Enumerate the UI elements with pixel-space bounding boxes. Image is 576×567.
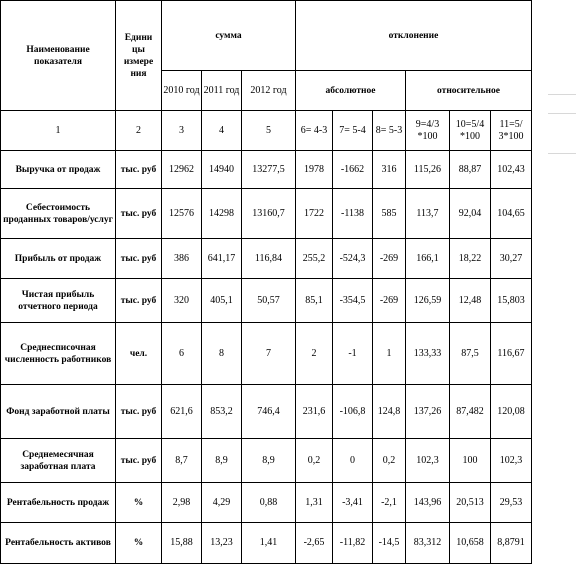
cell-value: 83,312: [406, 523, 450, 564]
cell-value: 124,8: [373, 385, 406, 439]
sheet-gridline: [548, 153, 576, 154]
row-unit: %: [116, 483, 162, 523]
cell-value: 92,04: [450, 189, 491, 239]
cell-value: 386: [162, 239, 202, 279]
header-unit-line: измере: [123, 56, 154, 67]
cell-value: 15,88: [162, 523, 202, 564]
cell-value: 8,9: [202, 439, 242, 483]
row-name: Рентабельность активов: [1, 523, 116, 564]
cell-value: 87,5: [450, 323, 491, 385]
cell-value: 746,4: [242, 385, 296, 439]
cell-value: 0: [333, 439, 373, 483]
cell-value: 853,2: [202, 385, 242, 439]
cell-value: 255,2: [296, 239, 333, 279]
index-cell: 2: [116, 111, 162, 151]
cell-value: 8,8791: [491, 523, 532, 564]
cell-value: 0,2: [296, 439, 333, 483]
index-cell: 5: [242, 111, 296, 151]
table-row: [1, 323, 532, 385]
row-name: Рентабельность продаж: [1, 483, 116, 523]
cell-value: 143,96: [406, 483, 450, 523]
cell-value: 1: [373, 323, 406, 385]
cell-value: 12,48: [450, 279, 491, 323]
row-name: Прибыль от продаж: [1, 239, 116, 279]
row-name: Выручка от продаж: [1, 151, 116, 189]
cell-value: 13160,7: [242, 189, 296, 239]
cell-value: 102,43: [491, 151, 532, 189]
header-relative: относительное: [406, 71, 532, 111]
cell-value: -269: [373, 239, 406, 279]
row-name: Чистая прибыль отчетного периода: [1, 279, 116, 323]
cell-value: 100: [450, 439, 491, 483]
cell-value: 20,513: [450, 483, 491, 523]
cell-value: 0,88: [242, 483, 296, 523]
index-cell: 11=5/ 3*100: [491, 111, 532, 151]
sheet-gridline: [548, 113, 576, 114]
row-name: Фонд заработной платы: [1, 385, 116, 439]
cell-value: 30,27: [491, 239, 532, 279]
table-row: [1, 483, 532, 523]
table-row: [1, 439, 532, 483]
cell-value: 1722: [296, 189, 333, 239]
cell-value: -1: [333, 323, 373, 385]
cell-value: 29,53: [491, 483, 532, 523]
cell-value: 316: [373, 151, 406, 189]
cell-value: 8,7: [162, 439, 202, 483]
header-deviation: отклонение: [296, 1, 532, 71]
header-name: Наименование показателя: [1, 1, 116, 111]
cell-value: 102,3: [406, 439, 450, 483]
cell-value: -106,8: [333, 385, 373, 439]
cell-value: 50,57: [242, 279, 296, 323]
cell-value: -11,82: [333, 523, 373, 564]
header-year-2011: 2011 год: [202, 71, 242, 111]
header-unit: [116, 1, 162, 111]
cell-value: 166,1: [406, 239, 450, 279]
index-cell: 4: [202, 111, 242, 151]
cell-value: 320: [162, 279, 202, 323]
index-cell: 7= 5-4: [333, 111, 373, 151]
cell-value: 12576: [162, 189, 202, 239]
cell-value: 87,482: [450, 385, 491, 439]
cell-value: 85,1: [296, 279, 333, 323]
table-row: [1, 239, 532, 279]
cell-value: 0,2: [373, 439, 406, 483]
cell-value: -1138: [333, 189, 373, 239]
index-cell: 10=5/4 *100: [450, 111, 491, 151]
index-cell: 1: [1, 111, 116, 151]
cell-value: -269: [373, 279, 406, 323]
cell-value: -2,1: [373, 483, 406, 523]
cell-value: -524,3: [333, 239, 373, 279]
cell-value: 104,65: [491, 189, 532, 239]
row-unit: тыс. руб: [116, 385, 162, 439]
table-row: [1, 279, 532, 323]
row-name: Среднемесячная заработная плата: [1, 439, 116, 483]
cell-value: 10,658: [450, 523, 491, 564]
cell-value: 1,41: [242, 523, 296, 564]
row-unit: чел.: [116, 323, 162, 385]
header-absolute: абсолютное: [296, 71, 406, 111]
cell-value: 116,67: [491, 323, 532, 385]
cell-value: -14,5: [373, 523, 406, 564]
cell-value: 1,31: [296, 483, 333, 523]
cell-value: -354,5: [333, 279, 373, 323]
cell-value: 13277,5: [242, 151, 296, 189]
index-cell: 3: [162, 111, 202, 151]
header-sum: сумма: [162, 1, 296, 71]
cell-value: 120,08: [491, 385, 532, 439]
sheet-gridline: [548, 94, 576, 95]
cell-value: 231,6: [296, 385, 333, 439]
header-year-2010: 2010 год: [162, 71, 202, 111]
header-unit-line: Едини: [124, 32, 153, 43]
row-name: Среднесписочная численность работников: [1, 323, 116, 385]
cell-value: 405,1: [202, 279, 242, 323]
cell-value: 133,33: [406, 323, 450, 385]
cell-value: 4,29: [202, 483, 242, 523]
cell-value: 641,17: [202, 239, 242, 279]
cell-value: 116,84: [242, 239, 296, 279]
index-cell: 9=4/3 *100: [406, 111, 450, 151]
cell-value: 14940: [202, 151, 242, 189]
cell-value: 2,98: [162, 483, 202, 523]
cell-value: 585: [373, 189, 406, 239]
cell-value: 8,9: [242, 439, 296, 483]
cell-value: 7: [242, 323, 296, 385]
table-row: [1, 151, 532, 189]
table-row: [1, 385, 532, 439]
row-unit: тыс. руб: [116, 151, 162, 189]
table-row: [1, 523, 532, 564]
cell-value: 6: [162, 323, 202, 385]
cell-value: 102,3: [491, 439, 532, 483]
cell-value: 14298: [202, 189, 242, 239]
header-unit-line: цы: [132, 44, 145, 55]
cell-value: 8: [202, 323, 242, 385]
header-year-2012: 2012 год: [242, 71, 296, 111]
row-unit: тыс. руб: [116, 279, 162, 323]
index-row: [1, 111, 532, 151]
cell-value: 15,803: [491, 279, 532, 323]
cell-value: 13,23: [202, 523, 242, 564]
cell-value: 621,6: [162, 385, 202, 439]
cell-value: 88,87: [450, 151, 491, 189]
cell-value: 12962: [162, 151, 202, 189]
cell-value: 113,7: [406, 189, 450, 239]
cell-value: -3,41: [333, 483, 373, 523]
cell-value: 126,59: [406, 279, 450, 323]
cell-value: 1978: [296, 151, 333, 189]
cell-value: 115,26: [406, 151, 450, 189]
row-name: Себестоимость проданных товаров/услуг: [1, 189, 116, 239]
index-cell: 8= 5-3: [373, 111, 406, 151]
row-unit: тыс. руб: [116, 239, 162, 279]
row-unit: %: [116, 523, 162, 564]
cell-value: -1662: [333, 151, 373, 189]
index-cell: 6= 4-3: [296, 111, 333, 151]
cell-value: 18,22: [450, 239, 491, 279]
header-unit-line: ния: [130, 68, 147, 79]
row-unit: тыс. руб: [116, 439, 162, 483]
table-row: [1, 189, 532, 239]
row-unit: тыс. руб: [116, 189, 162, 239]
cell-value: -2,65: [296, 523, 333, 564]
cell-value: 2: [296, 323, 333, 385]
cell-value: 137,26: [406, 385, 450, 439]
